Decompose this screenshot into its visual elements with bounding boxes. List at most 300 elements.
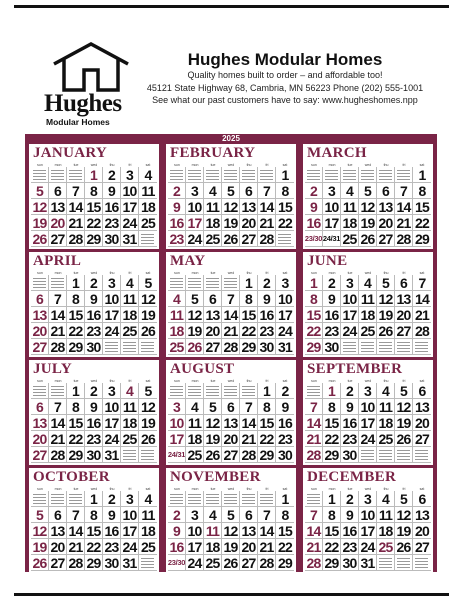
day-cell: 28 xyxy=(49,447,67,463)
empty-day-cell xyxy=(359,167,377,183)
weekday-label: fri xyxy=(402,487,406,491)
day-cell: 6 xyxy=(413,383,431,399)
day-cell: 20 xyxy=(377,215,395,231)
day-cell: 12 xyxy=(395,507,413,523)
day-cell: 21 xyxy=(413,307,431,323)
day-cell: 15 xyxy=(276,199,294,215)
day-cell: 3 xyxy=(168,399,186,415)
day-cell: 23/30 xyxy=(168,555,186,571)
day-cell: 17 xyxy=(341,307,359,323)
day-cell: 15 xyxy=(323,415,341,431)
day-cell: 8 xyxy=(323,399,341,415)
day-cell: 19 xyxy=(395,523,413,539)
day-cell: 6 xyxy=(240,183,258,199)
day-cell: 24 xyxy=(103,323,121,339)
day-cell: 27 xyxy=(240,555,258,571)
weekday-label: tue xyxy=(210,487,216,491)
empty-day-cell xyxy=(341,339,359,355)
day-cell: 11 xyxy=(341,199,359,215)
day-cell: 10 xyxy=(121,183,139,199)
day-cell: 14 xyxy=(258,523,276,539)
weekday-label: thu xyxy=(383,487,389,491)
day-cell: 28 xyxy=(240,447,258,463)
month-april xyxy=(29,252,159,357)
day-cell: 9 xyxy=(258,291,276,307)
day-cell: 6 xyxy=(49,507,67,523)
day-cell: 18 xyxy=(139,199,157,215)
day-cell: 30 xyxy=(341,555,359,571)
day-cell: 10 xyxy=(121,507,139,523)
day-cell: 25 xyxy=(168,339,186,355)
day-cell: 9 xyxy=(341,399,359,415)
weekday-label: sat xyxy=(419,163,425,167)
empty-day-cell xyxy=(222,491,240,507)
day-cell: 10 xyxy=(103,291,121,307)
month-december xyxy=(303,468,433,573)
day-cell: 22 xyxy=(67,431,85,447)
day-cell: 13 xyxy=(395,291,413,307)
day-cell: 31 xyxy=(103,447,121,463)
day-cell: 17 xyxy=(103,415,121,431)
month-may xyxy=(166,252,296,357)
day-cell: 17 xyxy=(186,215,204,231)
day-cell: 7 xyxy=(305,507,323,523)
month-july xyxy=(29,360,159,465)
day-cell: 1 xyxy=(323,383,341,399)
day-cell: 23 xyxy=(85,431,103,447)
day-cell: 24 xyxy=(359,431,377,447)
month-name: APRIL xyxy=(33,253,82,269)
month-name: NOVEMBER xyxy=(170,469,261,485)
day-cell: 13 xyxy=(413,399,431,415)
day-cell: 21 xyxy=(305,539,323,555)
month-name: OCTOBER xyxy=(33,469,110,485)
day-cell: 5 xyxy=(139,383,157,399)
day-cell: 20 xyxy=(395,307,413,323)
day-cell: 31 xyxy=(121,555,139,571)
day-cell: 3 xyxy=(186,183,204,199)
logo-subtitle: Modular Homes xyxy=(46,117,110,127)
day-cell: 17 xyxy=(121,199,139,215)
day-cell: 20 xyxy=(240,215,258,231)
day-cell: 8 xyxy=(240,291,258,307)
weekday-label: wed xyxy=(227,487,235,491)
day-cell: 13 xyxy=(49,523,67,539)
day-cell: 14 xyxy=(395,199,413,215)
month-august xyxy=(166,360,296,465)
day-cell: 5 xyxy=(139,275,157,291)
day-cell: 3 xyxy=(103,275,121,291)
day-cell: 19 xyxy=(222,215,240,231)
day-cell: 25 xyxy=(377,539,395,555)
day-cell: 19 xyxy=(31,539,49,555)
weekday-label: mon xyxy=(54,487,62,491)
day-cell: 26 xyxy=(204,447,222,463)
day-cell: 12 xyxy=(377,291,395,307)
day-cell: 26 xyxy=(31,231,49,247)
day-cell: 5 xyxy=(222,183,240,199)
day-cell: 20 xyxy=(31,431,49,447)
empty-day-cell xyxy=(204,275,222,291)
empty-day-cell xyxy=(395,555,413,571)
day-cell: 13 xyxy=(204,307,222,323)
day-cell: 25 xyxy=(139,215,157,231)
day-cell: 27 xyxy=(413,431,431,447)
day-cell: 12 xyxy=(31,523,49,539)
month-february xyxy=(166,144,296,249)
weekday-label: thu xyxy=(109,487,115,491)
day-cell: 23/30 xyxy=(305,231,323,247)
empty-day-cell xyxy=(31,491,49,507)
day-cell: 30 xyxy=(103,231,121,247)
weekday-label: fri xyxy=(128,379,132,383)
empty-day-cell xyxy=(359,447,377,463)
day-cell: 28 xyxy=(49,339,67,355)
day-cell: 16 xyxy=(168,215,186,231)
day-cell: 22 xyxy=(258,431,276,447)
weekday-label: fri xyxy=(402,379,406,383)
day-cell: 4 xyxy=(121,275,139,291)
day-cell: 5 xyxy=(395,491,413,507)
day-cell: 23 xyxy=(103,215,121,231)
day-cell: 25 xyxy=(204,555,222,571)
day-cell: 9 xyxy=(305,199,323,215)
month-name: JULY xyxy=(33,361,72,377)
weekday-label: mon xyxy=(191,163,199,167)
empty-day-cell xyxy=(168,275,186,291)
day-cell: 24 xyxy=(276,323,294,339)
day-cell: 19 xyxy=(359,215,377,231)
weekday-label: sun xyxy=(311,163,317,167)
day-cell: 14 xyxy=(49,307,67,323)
day-cell: 20 xyxy=(49,539,67,555)
day-cell: 15 xyxy=(413,199,431,215)
weekday-label: fri xyxy=(402,271,406,275)
day-cell: 11 xyxy=(121,399,139,415)
day-cell: 23 xyxy=(341,431,359,447)
weekday-label: sat xyxy=(145,379,151,383)
empty-day-cell xyxy=(240,383,258,399)
day-cell: 16 xyxy=(341,415,359,431)
day-cell: 21 xyxy=(49,431,67,447)
day-cell: 19 xyxy=(186,323,204,339)
day-cell: 23 xyxy=(85,323,103,339)
day-cell: 23 xyxy=(168,231,186,247)
weekday-label: mon xyxy=(191,379,199,383)
day-cell: 15 xyxy=(258,415,276,431)
day-cell: 18 xyxy=(204,539,222,555)
day-cell: 20 xyxy=(240,539,258,555)
weekday-label: fri xyxy=(265,487,269,491)
day-cell: 2 xyxy=(103,167,121,183)
day-cell: 27 xyxy=(49,555,67,571)
day-cell: 17 xyxy=(121,523,139,539)
day-grid xyxy=(305,491,431,571)
day-grid xyxy=(305,383,431,463)
day-cell: 27 xyxy=(240,231,258,247)
day-cell: 1 xyxy=(67,383,85,399)
day-cell: 7 xyxy=(67,183,85,199)
weekday-label: mon xyxy=(328,487,336,491)
day-cell: 9 xyxy=(103,183,121,199)
day-cell: 22 xyxy=(305,323,323,339)
weekday-label: mon xyxy=(54,379,62,383)
empty-day-cell xyxy=(377,339,395,355)
day-cell: 19 xyxy=(222,539,240,555)
day-cell: 25 xyxy=(377,431,395,447)
day-cell: 8 xyxy=(276,507,294,523)
day-cell: 21 xyxy=(49,323,67,339)
day-cell: 12 xyxy=(139,291,157,307)
weekday-label: tue xyxy=(73,271,79,275)
month-june xyxy=(303,252,433,357)
empty-day-cell xyxy=(67,491,85,507)
month-october xyxy=(29,468,159,573)
company-logo xyxy=(40,40,140,127)
day-cell: 9 xyxy=(168,199,186,215)
day-cell: 4 xyxy=(139,167,157,183)
weekday-label: thu xyxy=(246,163,252,167)
day-cell: 5 xyxy=(395,383,413,399)
weekday-label: sat xyxy=(282,271,288,275)
weekday-label: sun xyxy=(174,163,180,167)
empty-day-cell xyxy=(204,383,222,399)
day-cell: 20 xyxy=(222,431,240,447)
empty-day-cell xyxy=(377,555,395,571)
day-cell: 27 xyxy=(204,339,222,355)
house-outline-icon xyxy=(50,40,132,92)
empty-day-cell xyxy=(49,275,67,291)
day-cell: 2 xyxy=(103,491,121,507)
day-cell: 1 xyxy=(240,275,258,291)
day-cell: 13 xyxy=(49,199,67,215)
day-cell: 22 xyxy=(276,215,294,231)
day-cell: 25 xyxy=(359,323,377,339)
day-cell: 11 xyxy=(139,507,157,523)
day-cell: 15 xyxy=(305,307,323,323)
empty-day-cell xyxy=(31,167,49,183)
day-cell: 3 xyxy=(341,275,359,291)
day-cell: 14 xyxy=(413,291,431,307)
weekday-label: sun xyxy=(311,487,317,491)
day-cell: 15 xyxy=(67,307,85,323)
empty-day-cell xyxy=(168,383,186,399)
empty-day-cell xyxy=(222,383,240,399)
weekday-label: thu xyxy=(246,379,252,383)
day-cell: 8 xyxy=(85,507,103,523)
day-grid xyxy=(31,491,157,571)
day-cell: 27 xyxy=(377,231,395,247)
day-cell: 12 xyxy=(186,307,204,323)
empty-day-cell xyxy=(258,167,276,183)
day-cell: 4 xyxy=(377,383,395,399)
day-cell: 24/31 xyxy=(168,447,186,463)
day-cell: 31 xyxy=(121,231,139,247)
day-cell: 19 xyxy=(31,215,49,231)
day-cell: 9 xyxy=(168,523,186,539)
weekday-label: tue xyxy=(73,379,79,383)
day-cell: 6 xyxy=(31,399,49,415)
day-cell: 10 xyxy=(323,199,341,215)
weekday-label: thu xyxy=(383,271,389,275)
day-cell: 29 xyxy=(276,555,294,571)
day-cell: 14 xyxy=(305,523,323,539)
day-cell: 18 xyxy=(139,523,157,539)
day-cell: 9 xyxy=(103,507,121,523)
weekday-label: mon xyxy=(328,271,336,275)
day-cell: 6 xyxy=(49,183,67,199)
day-cell: 24 xyxy=(186,231,204,247)
day-cell: 30 xyxy=(85,339,103,355)
day-cell: 14 xyxy=(49,415,67,431)
empty-day-cell xyxy=(377,167,395,183)
month-name: MARCH xyxy=(307,145,367,161)
day-cell: 1 xyxy=(67,275,85,291)
day-cell: 21 xyxy=(258,215,276,231)
day-cell: 21 xyxy=(67,539,85,555)
empty-day-cell xyxy=(395,339,413,355)
day-cell: 16 xyxy=(323,307,341,323)
weekday-label: fri xyxy=(128,487,132,491)
weekday-label: wed xyxy=(90,379,98,383)
day-cell: 5 xyxy=(222,507,240,523)
weekday-label: wed xyxy=(90,163,98,167)
day-cell: 13 xyxy=(377,199,395,215)
day-cell: 30 xyxy=(103,555,121,571)
day-cell: 14 xyxy=(67,523,85,539)
empty-day-cell xyxy=(121,339,139,355)
day-cell: 29 xyxy=(67,339,85,355)
day-cell: 2 xyxy=(168,183,186,199)
day-cell: 21 xyxy=(395,215,413,231)
day-cell: 4 xyxy=(186,399,204,415)
day-cell: 25 xyxy=(204,231,222,247)
day-cell: 5 xyxy=(359,183,377,199)
empty-day-cell xyxy=(168,167,186,183)
day-cell: 2 xyxy=(323,275,341,291)
empty-day-cell xyxy=(204,167,222,183)
day-cell: 1 xyxy=(323,491,341,507)
weekday-label: mon xyxy=(328,379,336,383)
day-cell: 6 xyxy=(204,291,222,307)
day-cell: 7 xyxy=(67,507,85,523)
weekday-label: fri xyxy=(128,163,132,167)
weekday-label: tue xyxy=(347,487,353,491)
day-cell: 27 xyxy=(413,539,431,555)
weekday-label: sat xyxy=(419,271,425,275)
weekday-label: wed xyxy=(90,271,98,275)
day-cell: 25 xyxy=(139,539,157,555)
day-cell: 8 xyxy=(323,507,341,523)
month-name: AUGUST xyxy=(170,361,235,377)
month-march xyxy=(303,144,433,249)
day-cell: 13 xyxy=(31,415,49,431)
empty-day-cell xyxy=(305,383,323,399)
day-cell: 21 xyxy=(305,431,323,447)
day-cell: 10 xyxy=(276,291,294,307)
empty-day-cell xyxy=(139,447,157,463)
day-cell: 6 xyxy=(240,507,258,523)
day-cell: 8 xyxy=(276,183,294,199)
empty-day-cell xyxy=(323,167,341,183)
empty-day-cell xyxy=(413,339,431,355)
empty-day-cell xyxy=(49,167,67,183)
day-cell: 16 xyxy=(258,307,276,323)
day-cell: 10 xyxy=(186,199,204,215)
day-cell: 24 xyxy=(359,539,377,555)
day-cell: 23 xyxy=(276,431,294,447)
day-grid xyxy=(168,383,294,463)
day-cell: 12 xyxy=(222,523,240,539)
weekday-label: tue xyxy=(210,163,216,167)
day-cell: 4 xyxy=(121,383,139,399)
empty-day-cell xyxy=(395,167,413,183)
day-cell: 6 xyxy=(395,275,413,291)
day-cell: 2 xyxy=(168,507,186,523)
weekday-label: wed xyxy=(364,271,372,275)
day-cell: 8 xyxy=(85,183,103,199)
day-cell: 4 xyxy=(341,183,359,199)
weekday-label: thu xyxy=(109,271,115,275)
day-cell: 8 xyxy=(413,183,431,199)
day-cell: 26 xyxy=(222,555,240,571)
day-cell: 27 xyxy=(49,231,67,247)
day-cell: 18 xyxy=(377,415,395,431)
day-cell: 3 xyxy=(359,491,377,507)
day-cell: 16 xyxy=(341,523,359,539)
day-cell: 28 xyxy=(258,231,276,247)
day-cell: 23 xyxy=(103,539,121,555)
day-cell: 21 xyxy=(67,215,85,231)
day-cell: 26 xyxy=(377,323,395,339)
weekday-label: wed xyxy=(364,487,372,491)
day-cell: 19 xyxy=(395,415,413,431)
day-cell: 29 xyxy=(413,231,431,247)
day-cell: 22 xyxy=(85,539,103,555)
day-cell: 7 xyxy=(222,291,240,307)
empty-day-cell xyxy=(258,491,276,507)
day-cell: 26 xyxy=(359,231,377,247)
empty-day-cell xyxy=(222,275,240,291)
day-cell: 26 xyxy=(186,339,204,355)
weekday-label: sat xyxy=(145,487,151,491)
day-cell: 5 xyxy=(31,183,49,199)
empty-day-cell xyxy=(186,491,204,507)
day-cell: 16 xyxy=(168,539,186,555)
weekday-label: sun xyxy=(37,163,43,167)
day-cell: 31 xyxy=(276,339,294,355)
day-cell: 7 xyxy=(240,399,258,415)
day-cell: 3 xyxy=(121,491,139,507)
day-grid xyxy=(168,491,294,571)
month-name: FEBRUARY xyxy=(170,145,256,161)
day-cell: 17 xyxy=(359,523,377,539)
day-cell: 18 xyxy=(168,323,186,339)
day-cell: 12 xyxy=(222,199,240,215)
day-cell: 13 xyxy=(240,523,258,539)
day-cell: 6 xyxy=(222,399,240,415)
day-cell: 22 xyxy=(323,431,341,447)
day-cell: 9 xyxy=(85,399,103,415)
weekday-label: wed xyxy=(227,379,235,383)
weekday-label: sat xyxy=(282,379,288,383)
weekday-label: mon xyxy=(191,271,199,275)
empty-day-cell xyxy=(31,383,49,399)
day-cell: 14 xyxy=(67,199,85,215)
day-cell: 12 xyxy=(395,399,413,415)
weekday-label: sun xyxy=(311,271,317,275)
day-cell: 15 xyxy=(67,415,85,431)
